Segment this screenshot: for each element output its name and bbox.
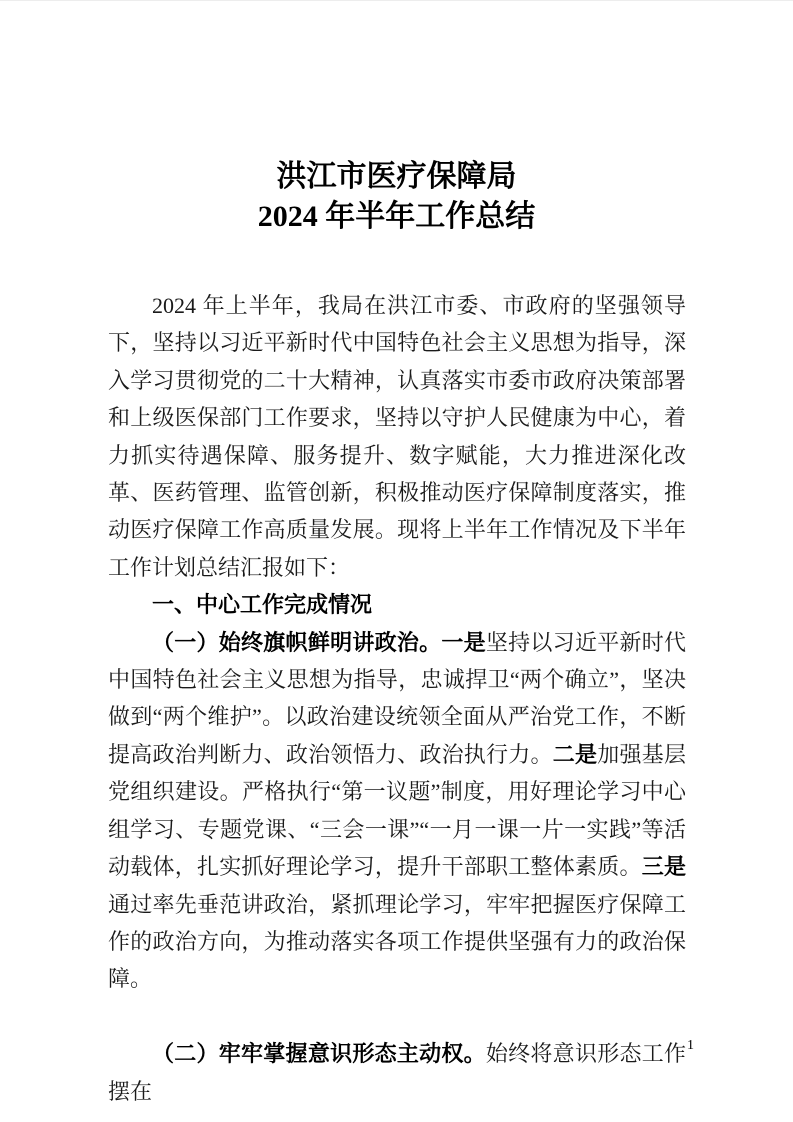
bold-text-run: 一、中心工作完成情况	[152, 592, 373, 618]
text-run: 2024 年上半年，我局在洪江市委、市政府的坚强领导下，坚持以习近平新时代中国特色社会主义思想为指导，深入学习贯彻党的二十大精神，认真落实市委市政府决策部署和上级医保部门工作要求，坚持以守护人民健康为中心，着力抓实待遇保障、服务提升、数字赋能，大力推进深化改革、医药管理、监管创新，积极推动医疗保障制度落实，推动医疗保障工作高质量发展。现将上半年工作情况及下半年工作计划总结汇报如下：	[108, 293, 686, 580]
document-title	[0, 1, 793, 237]
document-body	[108, 287, 686, 1110]
title-line-2: 2024 年半年工作总结	[257, 200, 536, 233]
bold-text-run: 三是	[641, 854, 686, 880]
text-run: 加强基层党组织建设。严格执行“第一议题”制度，用好理论学习中心组学习、专题党课、“三会一课”“一月一课一片一实践”等活动载体，扎实抓好理论学习，提升干部职工整体素质。	[108, 741, 686, 880]
section-heading	[108, 586, 686, 623]
bold-text-run: （一）始终旗帜鲜明讲政治。一是	[152, 629, 486, 655]
paragraph	[108, 287, 686, 586]
bold-text-run: （二）牢牢掌握意识形态主动权。	[152, 1041, 486, 1067]
title-line-1: 洪江市医疗保障局	[276, 160, 517, 193]
text-run: 坚持以习近平新时代中国特色社会主义思想为指导，忠诚捍卫“两个确立”，坚决做到“两个维护”。以政治建设统领全面从严治党工作，不断提高政治判断力、政治领悟力、政治执行力。	[108, 629, 686, 767]
paragraph	[108, 1035, 686, 1110]
text-run: 通过率先垂范讲政治，紧抓理论学习，牢牢把握医疗保障工作的政治方向，为推动落实各项工作提供坚强有力的政治保障。	[108, 891, 686, 992]
bold-text-run: 二是	[552, 741, 598, 767]
paragraph	[108, 624, 686, 998]
page-number: 1	[687, 1038, 694, 1053]
text-run: 始终将意识形态工作摆在	[108, 1041, 686, 1104]
